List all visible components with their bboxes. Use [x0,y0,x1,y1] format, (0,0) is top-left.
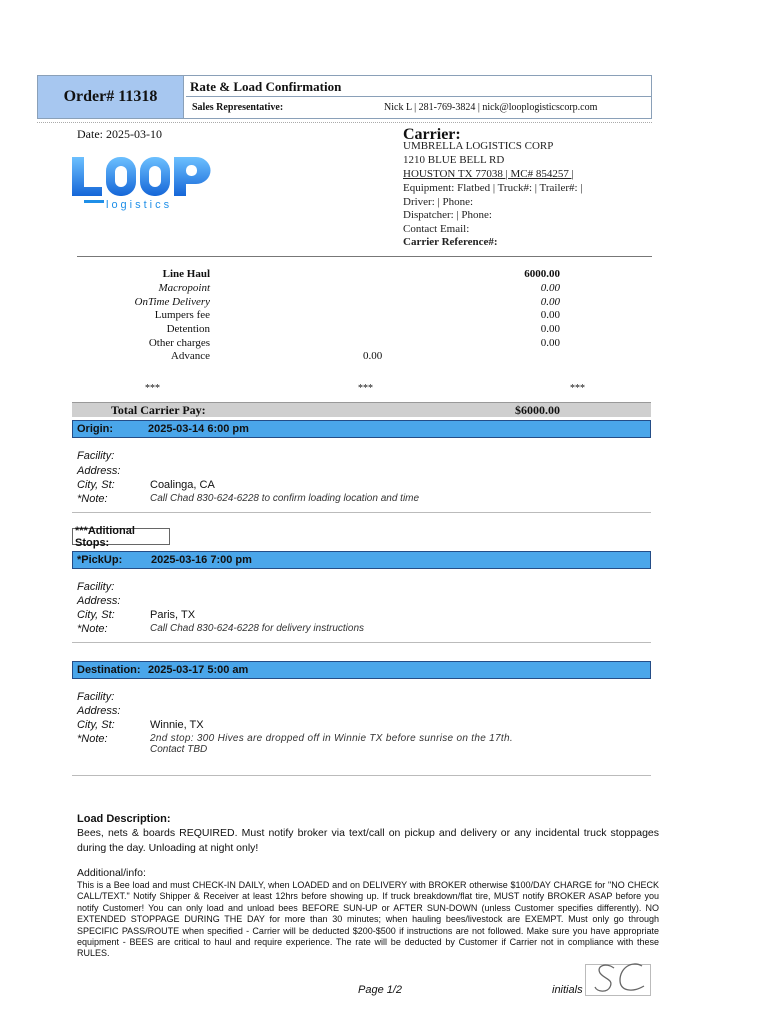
order-number: Order# 11318 [38,76,184,118]
sales-rep-value: Nick L | 281-769-3824 | nick@looplogisticscorp.com [384,102,598,113]
origin-label: Origin: [77,423,114,435]
charge-value: 0.00 [540,309,560,321]
document-title: Rate & Load Confirmation [190,79,342,94]
header-divider [186,96,652,97]
total-value: $6000.00 [515,403,560,417]
charge-label: Advance [170,350,210,362]
company-logo [70,155,212,213]
origin-city: Coalinga, CA [150,479,215,491]
initials-label: initials [552,984,583,996]
additional-stops-label: ***Aditional Stops: [72,528,170,545]
charge-label: Detention [166,323,210,335]
note-label: *Note: [77,733,108,745]
destination-note: 2nd stop: 300 Hives are dropped off in Winnie TX before sunrise on the 17th. [150,733,513,744]
page-number: Page 1/2 [358,984,403,996]
destination-datetime: 2025-03-17 5:00 am [148,664,249,676]
destination-city: Winnie, TX [150,719,204,731]
facility-label: Facility: [77,691,115,703]
additional-info-title: Additional/info: [77,867,146,879]
facility-label: Facility: [77,450,115,462]
load-description-title: Load Description: [77,813,171,825]
section-divider [77,256,652,257]
city-label: City, St: [77,719,115,731]
separator-stars: *** [570,383,585,394]
separator-stars: *** [358,383,373,394]
carrier-email: Contact Email: [403,223,470,235]
carrier-driver: Driver: | Phone: [403,196,474,208]
facility-label: Facility: [77,581,115,593]
charge-label: Macropoint [158,282,210,294]
additional-info-text: This is a Bee load and must CHECK-IN DAILY, when LOADED and on DELIVERY with BROKER otherwise $100/DAY CHARGE for "NO CHECK CALL/TEXT." Notify Shipper & Receiver at least 12hrs before showing up. If truck breakdown/flat tire, MUST notify BROKER ASAP before you notify Customer! You can only load and unload bees BEFORE SUN-UP or AFTER SUN-DOWN (unless Customer specifies differently). NO EXTENDED STOPPAGE DURING THE DAY for more than 30 minutes; when hauling bees/livestock are EXEMPT. Must only go through SPECIFIC PASS/ROUTE when specified - Carrier will be deducted $200-$500 if instructions are not followed. Make sure you have appropriate equipment - BEES are critical to haul and require experience. The rate will be deducted by Customer if Carrier not in compliance with these RULES. [77,880,659,959]
charge-label: Lumpers fee [154,309,210,321]
separator-stars: *** [145,383,160,394]
charge-value: 6000.00 [524,268,560,280]
load-description-text: Bees, nets & boards REQUIRED. Must notify broker via text/call on pickup and delivery or any incidental truck stoppages during the day. Unloading at night only! [77,827,659,854]
initials-signature [592,960,648,996]
logo-subtext: logistics [106,199,173,211]
charge-label: Line Haul [162,268,210,280]
origin-note: Call Chad 830-624-6228 to confirm loading location and time [150,493,420,504]
pickup-label: *PickUp: [77,554,123,566]
address-label: Address: [77,465,121,477]
document-date: Date: 2025-03-10 [77,127,162,141]
pickup-city: Paris, TX [150,609,196,621]
carrier-dispatcher: Dispatcher: | Phone: [403,209,492,221]
charge-value: 0.00 [540,282,560,294]
section-divider [72,512,651,513]
carrier-title: Carrier: [403,126,461,143]
charge-label: Other charges [148,337,210,349]
note-label: *Note: [77,623,108,635]
section-divider [72,775,651,776]
pickup-note: Call Chad 830-624-6228 for delivery instructions [150,623,365,634]
address-label: Address: [77,705,121,717]
charge-value: 0.00 [540,296,560,308]
origin-datetime: 2025-03-14 6:00 pm [148,423,249,435]
carrier-equipment: Equipment: Flatbed | Truck#: | Trailer#: | [403,182,583,194]
pickup-datetime: 2025-03-16 7:00 pm [151,554,252,566]
address-label: Address: [77,595,121,607]
carrier-reference: Carrier Reference#: [403,236,498,248]
city-label: City, St: [77,609,115,621]
section-divider [72,642,651,643]
carrier-name: UMBRELLA LOGISTICS CORP [403,140,554,152]
header-underline [37,122,652,123]
total-label: Total Carrier Pay: [111,403,206,417]
sales-rep-label: Sales Representative: [192,102,284,113]
advance-value: 0.00 [363,350,383,362]
charge-value: 0.00 [540,337,560,349]
carrier-city-mc: HOUSTON TX 77038 | MC# 854257 | [403,168,574,180]
carrier-street: 1210 BLUE BELL RD [403,154,505,166]
destination-note-contact: Contact TBD [150,744,208,755]
city-label: City, St: [77,479,115,491]
charge-label: OnTime Delivery [134,296,210,308]
note-label: *Note: [77,493,108,505]
charge-value: 0.00 [540,323,560,335]
destination-label: Destination: [77,664,141,676]
